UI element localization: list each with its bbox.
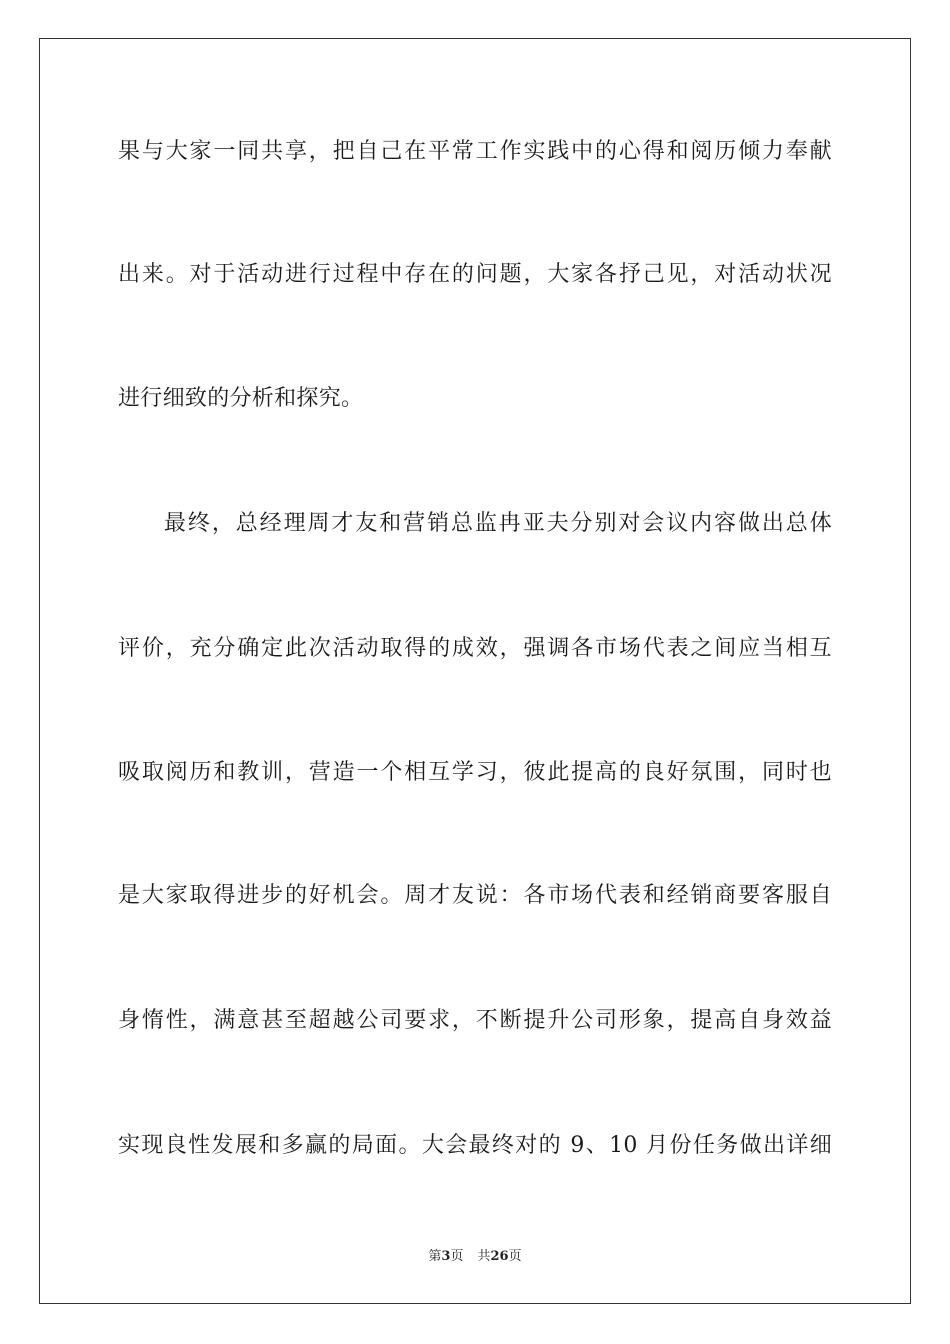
body-line-8: 身惰性，满意甚至超越公司要求，不断提升公司形象，提高自身效益	[118, 1008, 832, 1033]
body-line-7: 是大家取得进步的好机会。周才友说：各市场代表和经销商要客服自	[118, 883, 832, 908]
body-line-6: 吸取阅历和教训，营造一个相互学习，彼此提高的良好氛围，同时也	[118, 760, 832, 785]
footer-total-suffix: 页	[508, 1249, 522, 1264]
footer-total-prefix: 共	[477, 1249, 491, 1264]
body-line-3: 进行细致的分析和探究。	[118, 386, 364, 411]
body-line-9: 实现良性发展和多赢的局面。大会最终对的 9、10 月份任务做出详细	[118, 1133, 832, 1158]
footer-page-suffix: 页	[450, 1249, 464, 1264]
footer-page-number: 3	[441, 1249, 451, 1264]
body-line-4: 最终，总经理周才友和营销总监冉亚夫分别对会议内容做出总体	[164, 511, 832, 536]
page-footer	[0, 1248, 950, 1266]
footer-total-pages: 26	[490, 1249, 509, 1264]
body-line-2: 出来。对于活动进行过程中存在的问题，大家各抒己见，对活动状况	[118, 262, 832, 287]
body-line-5: 评价，充分确定此次活动取得的成效，强调各市场代表之间应当相互	[118, 636, 832, 661]
footer-page-prefix: 第	[428, 1249, 442, 1264]
page-border	[39, 38, 911, 1304]
body-line-1: 果与大家一同共享，把自己在平常工作实践中的心得和阅历倾力奉献	[118, 139, 832, 164]
